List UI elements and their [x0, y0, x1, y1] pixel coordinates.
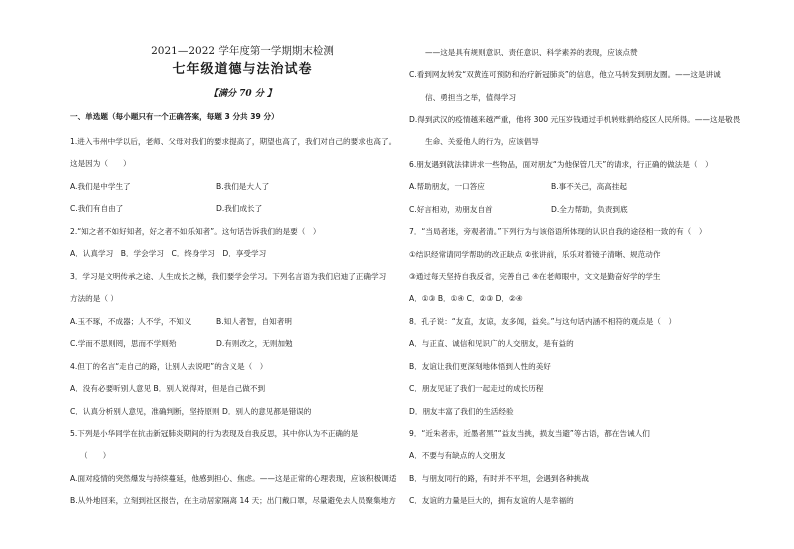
question-1-stem-end: 这是因为（ ）: [70, 159, 131, 168]
question-8-stem: 8．孔子说：“友直，友谅，友多闻，益矣。”与这句话内涵不相符的观点是（ ）: [409, 317, 677, 326]
exam-subject-title: 七年级道德与法治试卷: [172, 62, 313, 77]
section-heading: 一、单选题（每小题只有一个正确答案，每题 3 分共 39 分）: [70, 112, 279, 121]
question-4-stem: 4.但丁的名言“走自己的路，让别人去说吧”的含义是（ ）: [70, 362, 268, 371]
question-6-option-b: B.事不关己，高高挂起: [551, 182, 627, 191]
question-6-option-a: A.帮助朋友，一口答应: [409, 182, 485, 191]
question-9-stem: 9．“近朱者赤，近墨者黑”“益友当挑，损友当避”等古语，都在告诫人们: [409, 429, 650, 438]
question-5-option-d-end: 生命、关爱他人的行为，应该倡导: [425, 137, 539, 146]
question-2-options: A．认真学习 B．学会学习 C．终身学习 D．享受学习: [70, 249, 267, 258]
question-6-stem: 6.朋友遇到就法律讲求一些物品，面对朋友“为他保管几天”的请求，行正确的做法是（ ）: [409, 160, 713, 169]
question-5-option-b-end: ——这是具有规则意识、责任意识、科学素养的表现，应该点赞: [425, 48, 638, 57]
question-7-options: A．①③ B．①④ C．②③ D．②④: [409, 294, 523, 303]
question-3-option-b: B.知人者智，自知者明: [216, 317, 292, 326]
question-5-option-c-end: 信、勇担当之举，值得学习: [425, 93, 517, 102]
question-9-option-b: B．与朋友同行的路，有时并不平坦，会遇到各种挑战: [409, 474, 589, 483]
question-1-option-b: B.我们是大人了: [216, 182, 270, 191]
question-8-option-c: C．朋友见证了我们一起走过的成长历程: [409, 384, 544, 393]
question-7-stem: 7．“当局者迷，旁观者清。”下列行为与该俗语所体现的认识自我的途径相一致的有（ ）: [409, 227, 707, 236]
question-3-option-a: A.玉不琢，不成器；人不学，不知义: [70, 317, 192, 326]
question-5-option-d: D.得到武汉的疫情越来越严重，他将 300 元压岁钱通过手机转账捐给疫区人民所得。——这是敬畏: [409, 115, 741, 124]
question-6-option-c: C.好言相劝，劝朋友自首: [409, 205, 493, 214]
question-1-stem: 1.进入韦州中学以后，老师、父母对我们的要求提高了，期望也高了，我们对自己的要求也高了。: [70, 137, 397, 146]
question-3-stem-end: 方法的是（ ）: [70, 294, 118, 303]
question-5-option-b: B.从外地回来，立刻到社区报告，在主动居家隔离 14 天；出门戴口罩，尽量避免去人员聚集地方: [70, 496, 396, 505]
question-5-stem-end: （ ）: [80, 451, 111, 460]
question-5-option-a: A.面对疫情的突然爆发与持续蔓延，他感到担心、焦虑。——这是正常的心理表现，应该积极调适: [70, 474, 397, 483]
question-3-option-c: C.学而不思则罔，思而不学则殆: [70, 339, 177, 348]
question-2-stem: 2.“知之者不如好知者，好之者不如乐知者”。这句话告诉我们的是要（ ）: [70, 227, 321, 236]
question-9-option-a: A．不要与有缺点的人交朋友: [409, 451, 506, 460]
question-7-statements-2: ③通过每天坚持自我反省，完善自己 ④在老师眼中，文文是勤奋好学的学生: [409, 272, 661, 281]
question-8-option-b: B．友谊让我们更深刻地体悟到人性的美好: [409, 362, 551, 371]
full-score-label: 【满分 70 分 】: [209, 89, 276, 99]
question-4-options-cd: C．认真分析别人意见，准确判断，坚持原则 D．别人的意见都是错误的: [70, 407, 312, 416]
question-1-option-a: A.我们是中学生了: [70, 182, 131, 191]
exam-period-title: 2021—2022 学年度第一学期期末检测: [151, 45, 334, 57]
question-1-option-c: C.我们有自由了: [70, 204, 124, 213]
question-3-option-d: D.有则改之，无则加勉: [216, 339, 293, 348]
question-1-option-d: D.我们成长了: [216, 204, 263, 213]
question-5-stem: 5.下列是小华同学在抗击新冠肺炎期间的行为表现及自我反思，其中你认为不正确的是: [70, 429, 359, 438]
question-3-stem: 3．学习是文明传承之途、人生成长之梯，我们要学会学习。下列名言语为我们启迪了正确学习: [70, 272, 387, 281]
question-7-statements-1: ①结识经常请同学帮助的改正缺点 ②张讲前，乐乐对着镜子清晰、规范动作: [409, 250, 661, 259]
question-8-option-d: D．朋友丰富了我们的生活经验: [409, 407, 514, 416]
question-4-options-ab: A．没有必要听别人意见 B．别人说得对，但是自己做不到: [70, 384, 266, 393]
question-9-option-c: C．友谊的力量是巨大的，拥有友谊的人是幸福的: [409, 496, 574, 505]
question-5-option-c: C.看到网友转发“双黄连可预防和治疗新冠肺炎”的信息，他立马转发到朋友圈。——这是讲诚: [409, 70, 721, 79]
question-6-option-d: D.全力帮助，负责到底: [551, 205, 628, 214]
question-8-option-a: A．与正直、诚信和见识广的人交朋友，是有益的: [409, 339, 574, 348]
